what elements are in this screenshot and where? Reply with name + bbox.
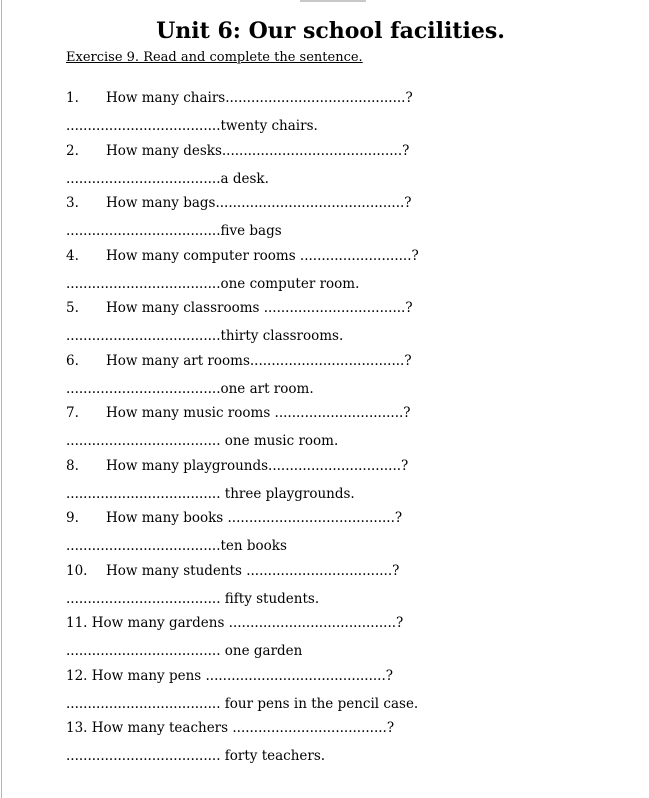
question-line (66, 510, 402, 526)
answer-line: ....................................a desk. (66, 170, 269, 187)
question-number: 11. (66, 615, 92, 631)
page-title: Unit 6: Our school facilities. (156, 18, 505, 44)
answer-line: ....................................twenty chairs. (66, 118, 318, 134)
question-line (66, 353, 412, 369)
question-text: How many gardens .......................................? (91, 615, 404, 631)
question-line (66, 90, 413, 106)
question-number: 13. (66, 720, 92, 736)
question-text: How many computer rooms ..........................? (106, 247, 419, 264)
question-line (66, 615, 403, 631)
page-top-mark (300, 0, 366, 2)
question-line (66, 720, 394, 736)
answer-line: .................................... fifty students. (66, 590, 320, 607)
question-number: 7. (66, 405, 79, 421)
exercise-instruction: Exercise 9. Read and complete the sentence. (66, 50, 363, 65)
question-number: 12. (66, 667, 92, 684)
question-number: 5. (66, 300, 79, 316)
question-text: How many chairs..........................................? (106, 90, 413, 106)
answer-line: .................................... four pens in the pencil case. (66, 695, 419, 712)
question-line (66, 248, 419, 264)
question-number: 10. (66, 562, 88, 579)
question-line (66, 300, 413, 316)
question-number: 1. (66, 90, 79, 106)
question-line (66, 405, 411, 421)
question-text: How many classrooms .................................? (106, 300, 413, 316)
answer-line: .................................... one garden (66, 643, 303, 659)
question-text: How many books .......................................? (106, 510, 403, 526)
question-text: How many teachers ....................................? (91, 720, 395, 736)
question-line (66, 668, 393, 684)
question-line (66, 195, 412, 211)
page-left-border (1, 0, 2, 798)
question-line (66, 563, 399, 579)
question-number: 8. (66, 457, 79, 474)
question-text: How many pens ..........................................? (91, 667, 393, 684)
answer-line: .................................... forty teachers. (66, 748, 326, 764)
answer-line: ....................................one computer room. (66, 275, 360, 292)
question-number: 9. (66, 510, 79, 526)
question-text: How many music rooms ..............................? (106, 405, 411, 421)
answer-line: .................................... one music room. (66, 433, 339, 449)
question-text: How many playgrounds...............................? (106, 457, 409, 474)
question-line (66, 143, 409, 159)
answer-line: .................................... three playgrounds. (66, 485, 355, 502)
question-number: 2. (66, 142, 79, 159)
question-text: How many art rooms....................................? (106, 352, 412, 369)
answer-line: ....................................thirty classrooms. (66, 328, 344, 344)
answer-line: ....................................five bags (66, 223, 282, 239)
question-text: How many students ..................................? (106, 562, 400, 579)
question-text: How many bags............................................? (106, 195, 412, 211)
answer-line: ....................................one art room. (66, 380, 314, 397)
question-number: 3. (66, 195, 79, 211)
question-text: How many desks..........................................? (106, 142, 410, 159)
question-line (66, 458, 408, 474)
question-number: 6. (66, 352, 79, 369)
answer-line: ....................................ten books (66, 538, 287, 554)
question-number: 4. (66, 247, 79, 264)
